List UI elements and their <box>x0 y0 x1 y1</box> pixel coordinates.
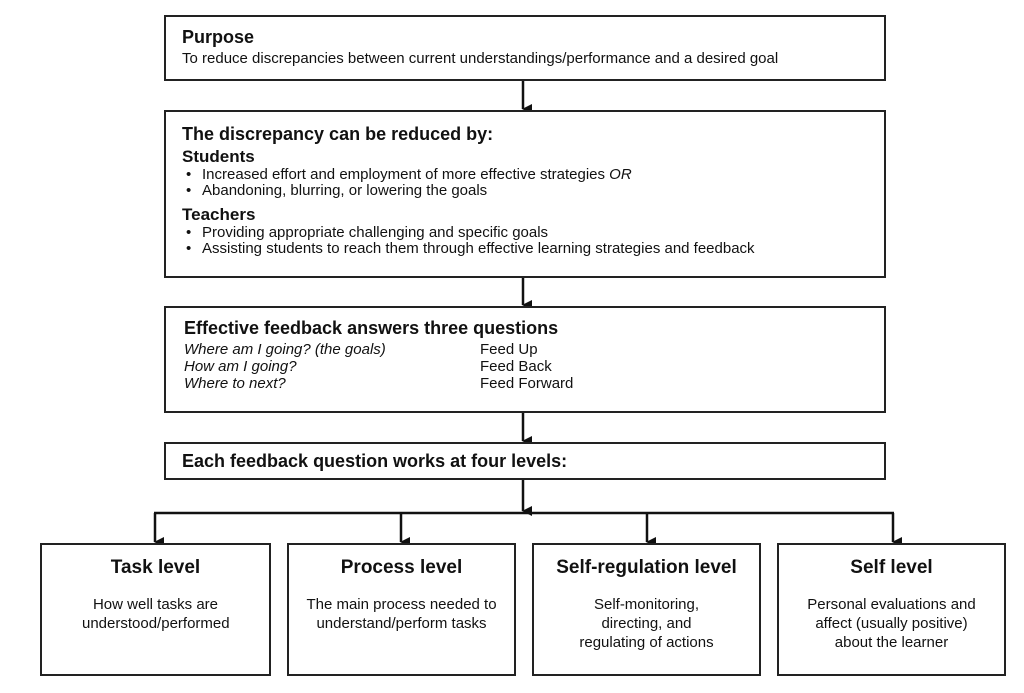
students-heading: Students <box>182 147 255 166</box>
students-list <box>182 167 868 199</box>
purpose-text: To reduce discrepancies between current understandings/performance and a desired goal <box>182 50 779 67</box>
list-item: • Assisting students to reach them through effective learning strategies and feedback <box>202 241 868 257</box>
level-title: Task level <box>110 557 201 578</box>
level-title: Self-regulation level <box>556 557 737 578</box>
levels-header-box <box>164 442 886 480</box>
level-description: Self-monitoring, directing, and regulating of actions <box>579 596 714 651</box>
purpose-title: Purpose <box>182 27 255 47</box>
levels-header: Each feedback question works at four levels: <box>182 451 568 471</box>
list-item: • Increased effort and employment of more effective strategies OR <box>202 167 868 183</box>
questions-title: Effective feedback answers three questions <box>184 318 559 338</box>
level-description: The main process needed to understand/perform tasks <box>306 596 497 632</box>
discrepancy-box <box>164 110 886 278</box>
level-title: Process level <box>340 557 463 578</box>
level-title: Self level <box>850 557 933 578</box>
teachers-heading: Teachers <box>182 205 256 224</box>
level-description: Personal evaluations and affect (usually positive) about the learner <box>807 596 976 651</box>
level-box-self <box>777 543 1006 676</box>
list-item: • Abandoning, blurring, or lowering the goals <box>202 183 868 199</box>
purpose-box <box>164 15 886 81</box>
question-row: Where to next? Feed Forward <box>184 375 574 392</box>
question-row: How am I going? Feed Back <box>184 358 552 375</box>
teachers-list <box>182 225 868 257</box>
level-description: How well tasks are understood/performed <box>82 596 230 632</box>
discrepancy-title: The discrepancy can be reduced by: <box>182 124 494 144</box>
level-box-process <box>287 543 516 676</box>
question-row: Where am I going? (the goals) Feed Up <box>184 341 538 358</box>
list-item: • Providing appropriate challenging and specific goals <box>202 225 868 241</box>
level-box-self-regulation <box>532 543 761 676</box>
level-box-task <box>40 543 271 676</box>
questions-box <box>164 306 886 413</box>
